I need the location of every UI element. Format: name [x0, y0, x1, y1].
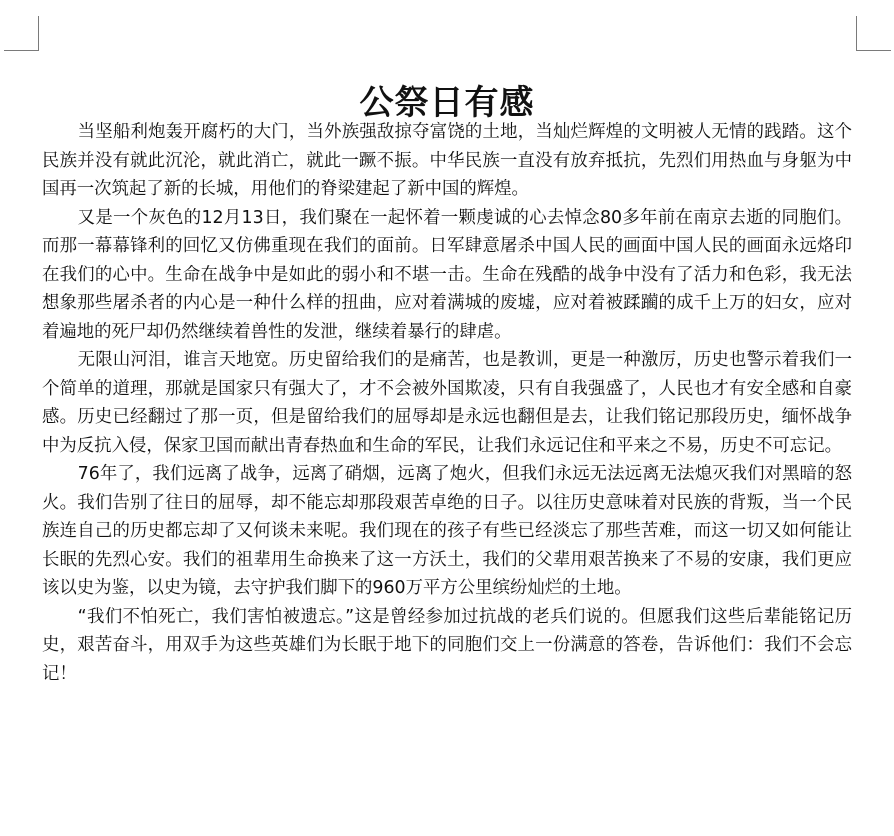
page-corner-mark-top-right [856, 16, 891, 51]
document-body [42, 118, 852, 688]
paragraph-4: 76年了，我们远离了战争，远离了硝烟，远离了炮火，但我们永远无法远离无法熄灭我们对黑暗的怒火。我们告别了往日的屈辱，却不能忘却那段艰苦卓绝的日子。以往历史意味着对民族的背叛，当一个民族连自己的历史都忘却了又何谈未来呢。我们现在的孩子有些已经淡忘了那些苦难，而这一切又如何能让长眠的先烈心安。我们的祖辈用生命换来了这一方沃土，我们的父辈用艰苦换来了不易的安康，我们更应该以史为鉴，以史为镜，去守护我们脚下的960万平方公里缤纷灿烂的土地。 [42, 464, 852, 598]
page-corner-mark-top-left [4, 16, 39, 51]
paragraph-2: 又是一个灰色的12月13日，我们聚在一起怀着一颗虔诚的心去悼念80多年前在南京去逝的同胞们。而那一幕幕锋利的回忆又仿佛重现在我们的面前。日军肆意屠杀中国人民的画面中国人民的画面永远烙印在我们的心中。生命在战争中是如此的弱小和不堪一击。生命在残酷的战争中没有了活力和色彩，我无法想象那些屠杀者的内心是一种什么样的扭曲，应对着满城的废墟，应对着被蹂躏的成千上万的妇女，应对着遍地的死尸却仍然继续着兽性的发泄，继续着暴行的肆虐。 [42, 207, 852, 342]
paragraph-5: “我们不怕死亡，我们害怕被遗忘。”这是曾经参加过抗战的老兵们说的。但愿我们这些后辈能铭记历史，艰苦奋斗，用双手为这些英雄们为长眠于地下的同胞们交上一份满意的答卷，告诉他们：我们不会忘记！ [42, 606, 852, 684]
paragraph-3: 无限山河泪，谁言天地宽。历史留给我们的是痛苦，也是教训，更是一种激厉，历史也警示着我们一个简单的道理，那就是国家只有强大了，才不会被外国欺凌，只有自我强盛了，人民也才有安全感和自豪感。历史已经翻过了那一页，但是留给我们的屈辱却是永远也翻但是去，让我们铭记那段历史，缅怀战争中为反抗入侵，保家卫国而献出青春热血和生命的军民，让我们永远记住和平来之不易，历史不可忘记。 [42, 350, 852, 456]
document-title: 公祭日有感 [359, 82, 535, 123]
paragraph-1: 当坚船利炮轰开腐朽的大门，当外族强敌掠夺富饶的土地，当灿烂辉煌的文明被人无情的践踏。这个民族并没有就此沉沦，就此消亡，就此一蹶不振。中华民族一直没有放弃抵抗，先烈们用热血与身躯为中国再一次筑起了新的长城，用他们的脊梁建起了新中国的辉煌。 [42, 122, 852, 199]
